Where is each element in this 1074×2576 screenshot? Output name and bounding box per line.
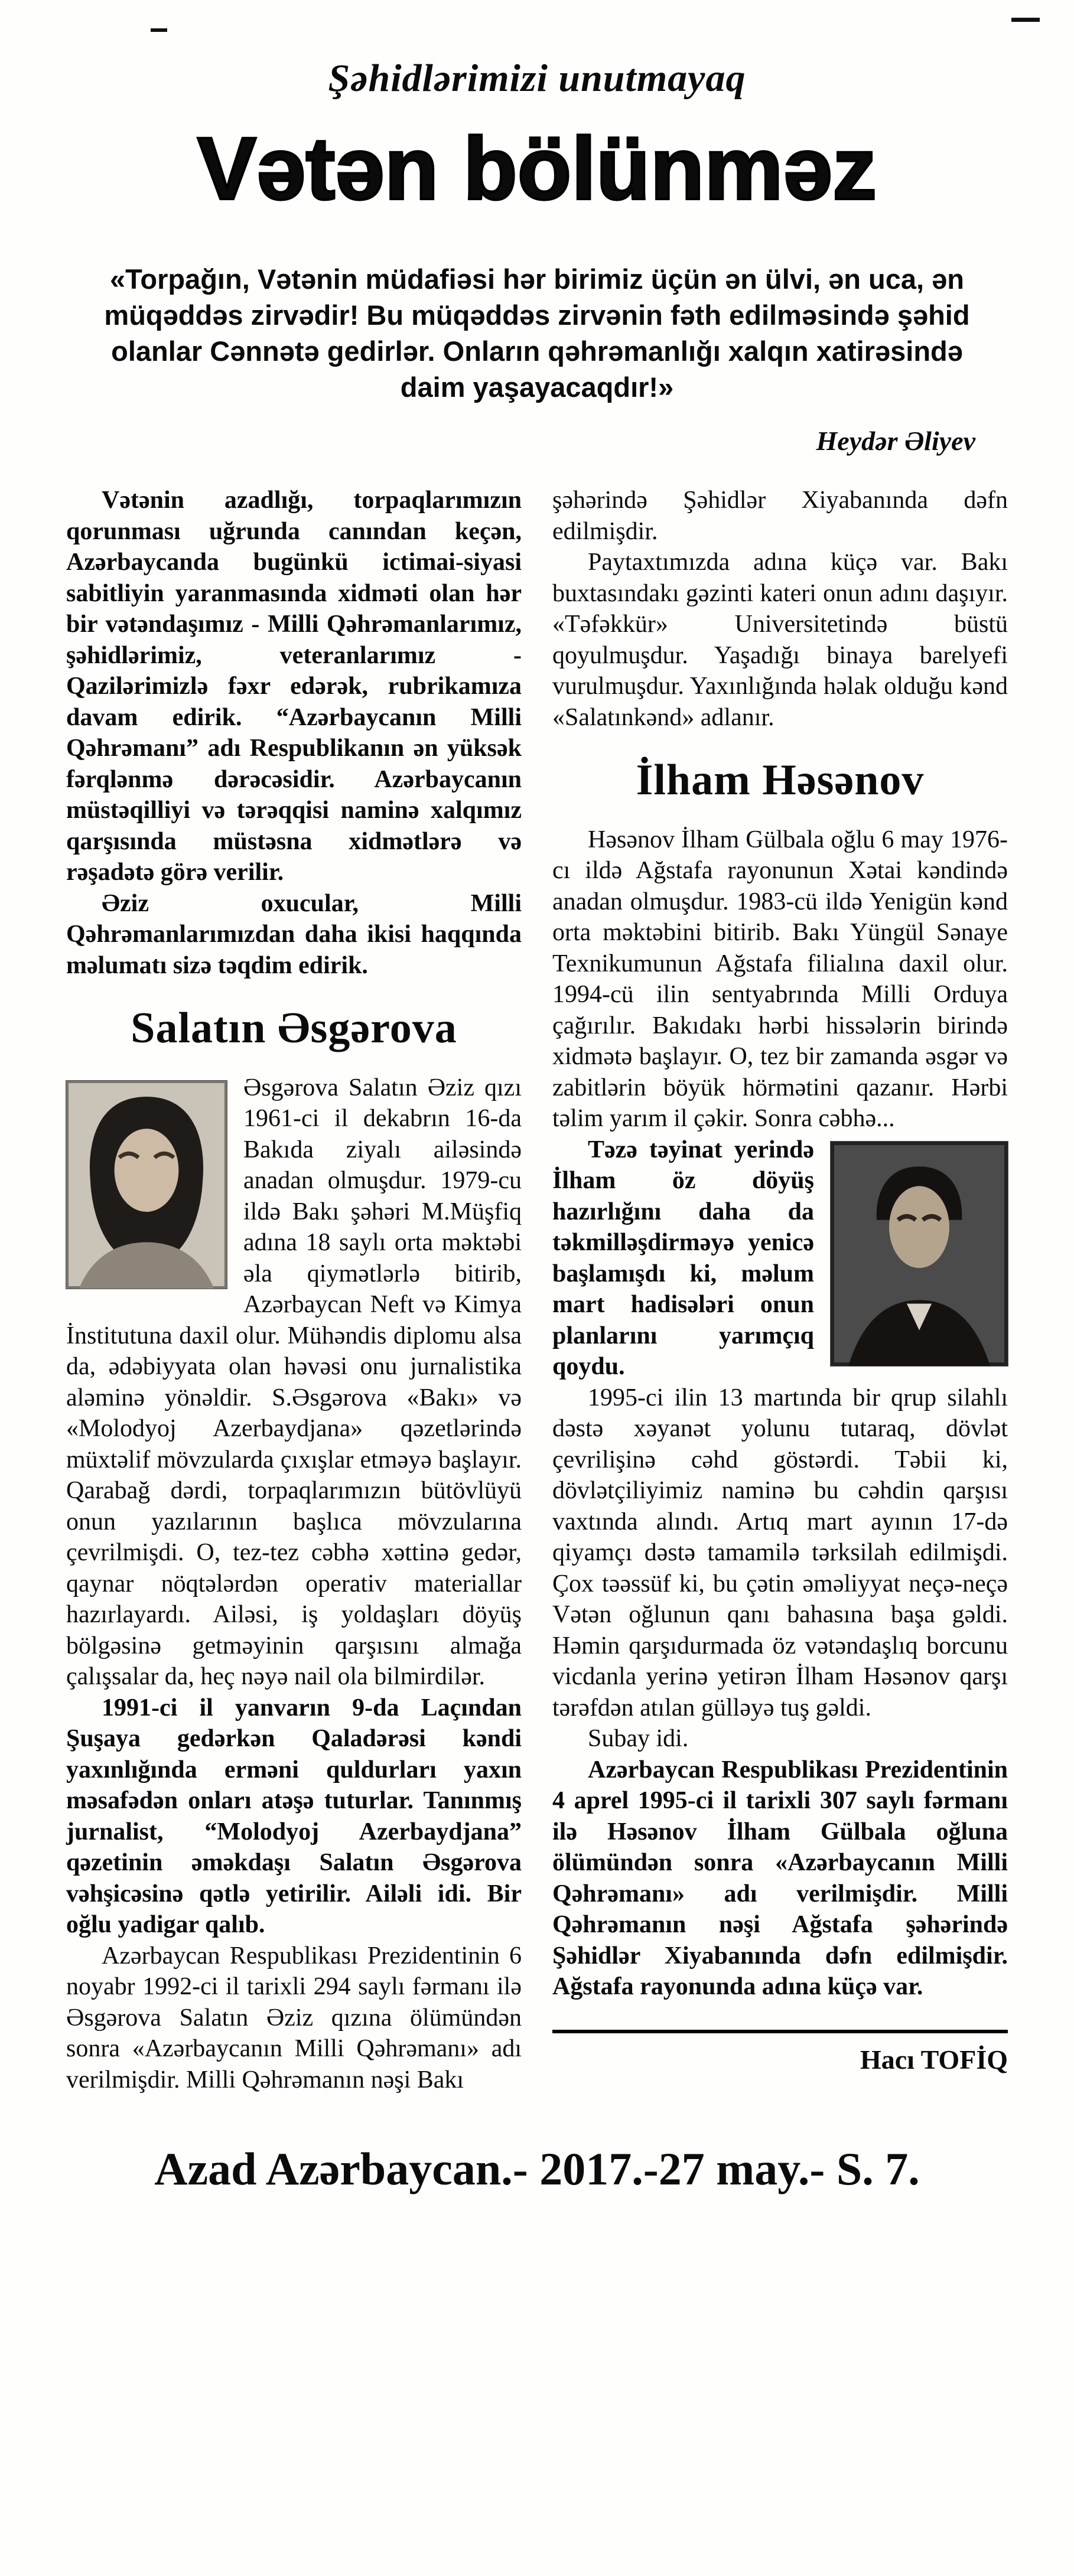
section-heading-ilham-hasanov: İlham Həsənov [636, 756, 925, 805]
paragraph: 1995-ci ilin 13 martında bir qrup silahlı dəstə xəyanət yolunu tutaraq, dövlət çevrilişinə cəhd göstərdi. Təbii ki, dövlətçiliyimiz naminə bu cəhdin qarşısı vaxtında alındı. Artıq mart ayının 17-də qiyamçı dəstə tamamilə tərksilah edilmişdi. Çox təəssüf ki, bu çətin əməliyyat neçə-neçə Vətən oğlunun qanı bahasına başa gəldi. Həmin qarşıdurmada öz vətəndaşlıq borcunu vicdanla yerinə yetirən İlham Həsənov qarşı tərəfdən atılan gülləyə tuş gəldi. [552, 1384, 1008, 1721]
salatin-asgarova-photo [66, 1081, 227, 1289]
paragraph [66, 1072, 522, 1693]
paragraph-text: Əsgərova Salatın Əziz qızı 1961-ci il dekabrın 16-da Bakıda ziyalı ailəsində anadan olmuşdur. 1979-cu ildə Bakı şəhəri M.Müşfiq adına 18 saylı orta məktəbi əla qiymətlərlə bitirib, Azərbaycan Neft və Kimya İnstitutuna daxil olur. Mühəndis diplomu alsa da, ədəbiyyata olan həvəsi onu jurnalistika aləminə yönəldir. S.Əsgərova «Bakı» və «Molodyoj Azerbaydjana» qəzetlərində müxtəlif mövzularda çıxışlar etməyə başlayır. Qarabağ dərdi, torpaqlarımızın bütövlüyü onun yazılarının başlıca mövzularına çevrilmişdi. O, tez-tez cəbhə xəttinə gedər, qaynar nöqtələrdən operativ materiallar hazırlayardı. Ailəsi, iş yoldaşları döyüş bölgəsinə getməyinin qarşısını almağa çalışsalar da, heç nəyə nail ola bilmirdilər. [66, 1074, 522, 1691]
ilham-hasanov-photo [831, 1142, 1008, 1366]
paragraph: Azərbaycan Respublikası Prezidentinin 4 aprel 1995-ci il tarixli 307 saylı fərmanı ilə Həsənov İlham Gülbala oğluna ölümündən sonra «Azərbaycanın Milli Qəhrəmanı» adı verilmişdir. Milli Qəhrəmanın nəşi Ağstafa şəhərində Şəhidlər Xiyabanında dəfn edilmişdir. Ağstafa rayonunda adına küçə var. [552, 1756, 1008, 2001]
intro-paragraph: Əziz oxucular, Milli Qəhrəmanlarımızdan daha ikisi haqqında məlumatı sizə təqdim edirik. [66, 889, 522, 979]
intro-paragraph: Vətənin azadlığı, torpaqlarımızın qorunması uğrunda canından keçən, Azərbaycanda bugünkü ictimai-siyasi sabitliyin yaranmasında xidməti olan hər bir vətəndaşımız - Milli Qəhrəmanlarımız, şəhidlərimiz, veteranlarımız - Qazilərimizlə fəxr edərək, rubrikamıza davam edirik. “Azərbaycanın Milli Qəhrəmanı” adı Respublikanın ən yüksək fərqlənmə dərəcəsidir. Azərbaycanın müstəqilliyi və tərəqqisi naminə xalqımız qarşısında müstəsna xidmətlərə və rəşadətə görə verilir. [66, 487, 522, 886]
paragraph: Həsənov İlham Gülbala oğlu 6 may 1976-cı ildə Ağstafa rayonunun Xətai kəndində anadan olmuşdur. 1983-cü ildə Yenigün kənd orta məktəbini bitirib. Bakı Yüngül Sənaye Texnikumunun Ağstafa filialına daxil olur. 1994-cü ilin sentyabrında Milli Orduya çağırılır. Bakıdakı hərbi hissələrin birində xidmətə başlayır. O, tez bir zamanda əsgər və zabitlərin böyük hörmətini qazanır. Hərbi təlim yarım il çəkir. Sonra cəbhə... [552, 826, 1008, 1133]
epigraph-quote: «Torpağın, Vətənin müdafiəsi hər birimiz üçün ən ülvi, ən uca, ən müqəddəs zirvədir! Bu müqəddəs zirvənin fəth edilməsində şəhid olanlar Cənnətə gedirlər. Onların qəhrəmanlığı xalqın xatirəsində daim yaşayacaqdır!» [104, 263, 970, 403]
left-column [66, 485, 522, 2095]
paragraph: 1991-ci il yanvarın 9-da Laçından Şuşaya gedərkən Qaladərəsi kəndi yaxınlığında erməni quldurları yaxın məsafədən onları atəşə tuturlar. Tanınmış jurnalist, “Molodyoj Azerbaydjana” qəzetinin əməkdaşı Salatın Əsgərova vəhşicəsinə qətlə yetirilir. Ailəli idi. Bir oğlu yadigar qalıb. [66, 1694, 522, 1939]
source-citation: Azad Azərbaycan.- 2017.-27 may.- S. 7. [154, 2143, 920, 2195]
scan-artifact [151, 28, 167, 32]
byline: Hacı TOFİQ [860, 2044, 1008, 2075]
article-columns [66, 485, 1008, 2095]
masthead [66, 56, 1008, 220]
paragraph [552, 1134, 1008, 1382]
kicker: Şəhidlərimizi unutmayaq [328, 57, 746, 100]
section-heading-salatin-asgarova: Salatın Əsgərova [131, 1004, 457, 1053]
epigraph [66, 261, 1008, 456]
scan-artifact [1011, 18, 1040, 22]
paragraph: Azərbaycan Respublikası Prezidentinin 6 noyabr 1992-ci il tarixli 294 saylı fərmanı ilə Əsgərova Salatın Əziz qızına ölümündən sonra «Azərbaycanın Milli Qəhrəmanı» adı verilmişdir. Milli Qəhrəmanın nəşi Bakı [66, 1942, 522, 2094]
page-title: Vətən bölünməz [197, 119, 877, 218]
paragraph: Subay idi. [588, 1725, 689, 1753]
epigraph-author: Heydər Əliyev [816, 426, 975, 456]
paragraph: Paytaxtımızda adına küçə var. Bakı buxtasındakı gəzinti kateri onun adını daşıyır. «Təfəkkür» Universitetində büstü qoyulmuşdur. Yaşadığı binaya barelyefi vurulmuşdur. Yaxınlığında həlak olduğu kənd «Salatınkənd» adlanır. [552, 549, 1008, 731]
paragraph: şəhərində Şəhidlər Xiyabanında dəfn edilmişdir. [552, 487, 1008, 545]
right-column [552, 485, 1008, 2095]
paragraph-text: Təzə təyinat yerində İlham öz döyüş hazırlığını daha da təkmilləşdirməyə yenicə başlamışdı ki, məlum mart hadisələri onun planlarını yarımçıq qoydu. [552, 1136, 814, 1381]
byline-divider [552, 2030, 1008, 2077]
